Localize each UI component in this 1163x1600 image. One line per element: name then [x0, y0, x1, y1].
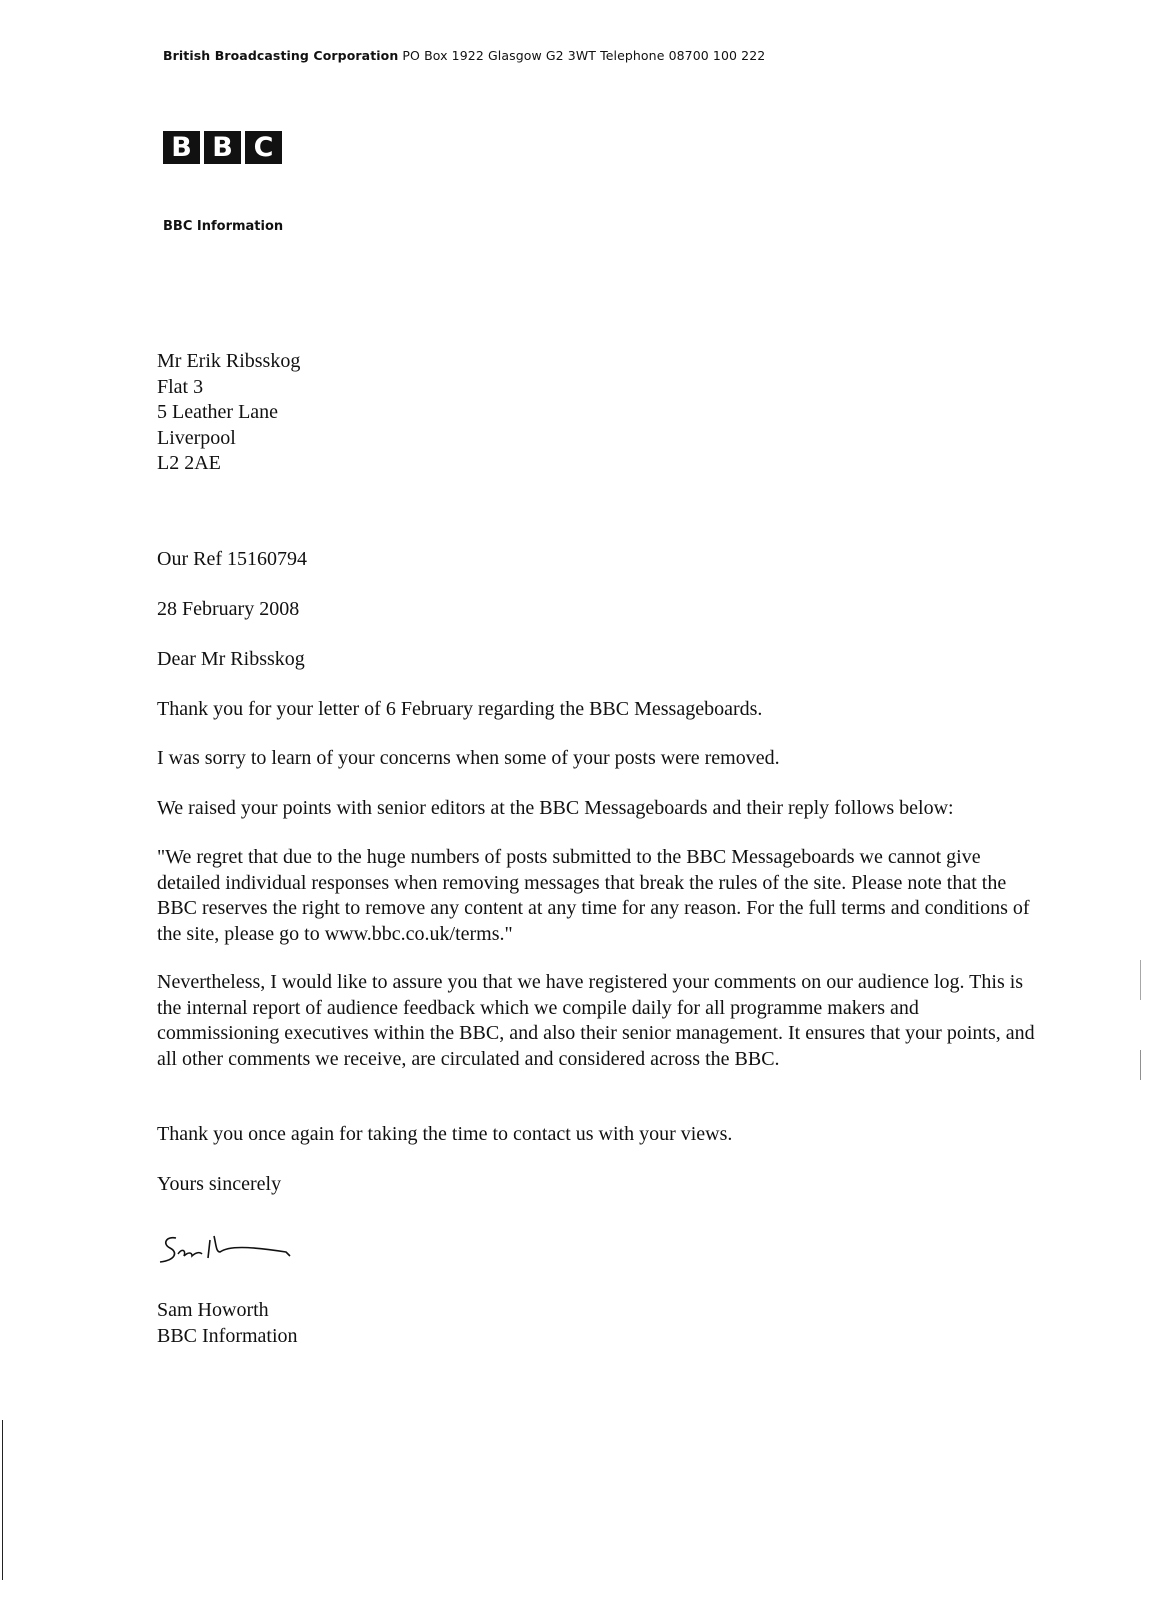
salutation: Dear Mr Ribsskog	[157, 648, 305, 670]
department-label: BBC Information	[163, 219, 284, 234]
bbc-logo	[163, 131, 282, 164]
letter-date: 28 February 2008	[157, 598, 300, 620]
recipient-postcode: L2 2AE	[157, 452, 221, 474]
paragraph-quote: "We regret that due to the huge numbers of posts submitted to the BBC Messageboards we cannot give detailed individual responses when removing messages that break the rules of the site. Please note that the BBC reserves the right to remove any content at any time for any reason. For the full terms and conditions of the site, please go to www.bbc.co.uk/terms."	[157, 846, 1030, 945]
paragraph-2: I was sorry to learn of your concerns when some of your posts were removed.	[157, 747, 780, 769]
handwritten-signature	[158, 1228, 298, 1276]
recipient-address	[157, 349, 1037, 477]
logo-letter-c: C	[245, 131, 282, 164]
logo-letter-b2: B	[204, 131, 241, 164]
sender-name: Sam Howorth	[157, 1299, 269, 1321]
letterhead	[163, 48, 765, 63]
reference-number: Our Ref 15160794	[157, 548, 307, 570]
sender-block	[157, 1298, 1037, 1349]
sender-department: BBC Information	[157, 1324, 298, 1347]
paragraph-6: Thank you once again for taking the time to contact us with your views.	[157, 1123, 733, 1145]
closing: Yours sincerely	[157, 1173, 282, 1195]
recipient-line1: Flat 3	[157, 375, 204, 398]
paragraph-1: Thank you for your letter of 6 February regarding the BBC Messageboards.	[157, 698, 763, 720]
recipient-line2: 5 Leather Lane	[157, 401, 279, 423]
recipient-name: Mr Erik Ribsskog	[157, 350, 301, 372]
letterhead-address: PO Box 1922 Glasgow G2 3WT Telephone 08700 100 222	[402, 48, 766, 63]
paragraph-5: Nevertheless, I would like to assure you that we have registered your comments on our audience log. This is the internal report of audience feedback which we compile daily for all programme makers and commissioning executives within the BBC, and also their senior management. It ensures that your points, and all other comments we receive, are circulated and considered across the BBC.	[157, 971, 1035, 1070]
scan-edge-dash	[1140, 960, 1141, 1000]
logo-letter-b1: B	[163, 131, 200, 164]
scan-edge-dash	[1140, 1050, 1141, 1080]
paragraph-3: We raised your points with senior editors at the BBC Messageboards and their reply follows below:	[157, 797, 954, 819]
letterhead-organization: British Broadcasting Corporation	[163, 48, 399, 63]
scan-edge-line	[2, 1420, 3, 1580]
recipient-city: Liverpool	[157, 426, 236, 449]
